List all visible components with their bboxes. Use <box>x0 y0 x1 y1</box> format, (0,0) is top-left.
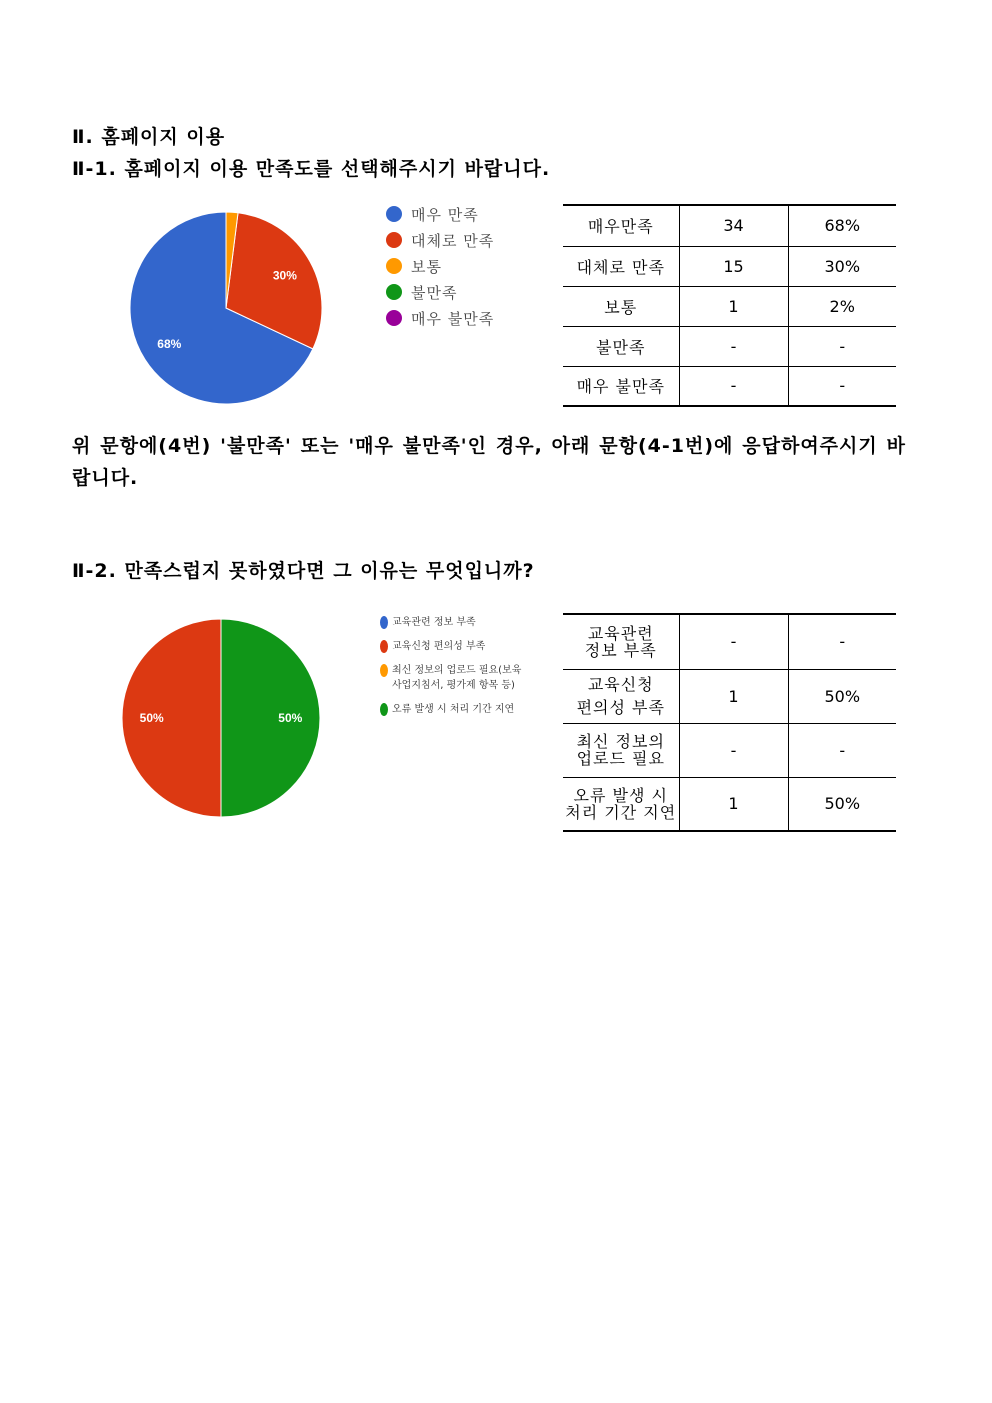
table-cell-label <box>563 777 679 831</box>
legend-label: 대체로 만족 <box>411 231 495 250</box>
legend-swatch <box>386 284 402 300</box>
pie-data-label: 68% <box>157 337 182 351</box>
label-line: 정보 부족 <box>584 640 657 660</box>
legend-label: 매우 만족 <box>411 205 479 224</box>
label-line: 편의성 부족 <box>576 698 665 717</box>
label-line: 교육관련 <box>587 623 654 643</box>
table-cell-label: 매우만족 <box>563 205 679 246</box>
legend-swatch <box>380 703 388 716</box>
table-cell-label <box>563 669 679 723</box>
table-cell-label: 매우 불만족 <box>563 366 679 406</box>
legend-swatch <box>386 310 402 326</box>
legend-item <box>386 253 494 279</box>
table-cell-percent: - <box>788 326 896 366</box>
table-row <box>563 205 896 246</box>
reason-legend <box>380 615 530 726</box>
table-row <box>563 246 896 286</box>
table-cell-percent: 2% <box>788 286 896 326</box>
table-cell-count: - <box>679 723 788 777</box>
satisfaction-legend <box>386 201 494 331</box>
pie-data-label: 30% <box>272 268 297 283</box>
legend-item <box>380 702 530 717</box>
satisfaction-table <box>563 204 896 407</box>
question-1-title: Ⅱ-1. 홈페이지 이용 만족도를 선택해주시기 바랍니다. <box>72 158 551 180</box>
table-row <box>563 614 896 669</box>
legend-label: 보통 <box>411 257 442 276</box>
legend-label: 불만족 <box>411 283 458 302</box>
table-row <box>563 723 896 777</box>
legend-item <box>386 305 494 331</box>
legend-label: 교육관련 정보 부족 <box>392 617 476 628</box>
label-line: 처리 기간 지연 <box>565 802 677 822</box>
table-cell-count: 1 <box>679 286 788 326</box>
table-cell-count: 34 <box>679 205 788 246</box>
legend-item <box>386 227 494 253</box>
legend-swatch <box>386 232 402 248</box>
pie-data-label: 50% <box>139 711 164 725</box>
legend-swatch <box>386 258 402 274</box>
table-cell-count: 1 <box>679 669 788 723</box>
reason-table <box>563 613 896 832</box>
legend-swatch <box>380 640 388 653</box>
table-row <box>563 366 896 406</box>
legend-swatch <box>380 664 388 677</box>
label-line: 업로드 필요 <box>576 749 665 768</box>
legend-item <box>380 663 530 693</box>
pie-slice <box>122 619 221 817</box>
table-cell-count: - <box>679 326 788 366</box>
table-cell-count: - <box>679 366 788 406</box>
pie-data-label: 50% <box>278 711 303 725</box>
table-cell-percent: - <box>788 614 896 669</box>
table-cell-percent: 50% <box>788 777 896 831</box>
label-line: 최신 정보의 <box>576 732 665 751</box>
table-cell-label: 불만족 <box>563 326 679 366</box>
satisfaction-pie-chart <box>126 208 326 408</box>
legend-label: 매우 불만족 <box>411 309 495 328</box>
table-cell-percent: 50% <box>788 669 896 723</box>
table-cell-count: - <box>679 614 788 669</box>
legend-label: 최신 정보의 업로드 필요(보육사업지침서, 평가제 항목 등) <box>392 665 522 691</box>
table-row <box>563 326 896 366</box>
section-title: Ⅱ. 홈페이지 이용 <box>72 126 226 148</box>
table-cell-label <box>563 614 679 669</box>
table-cell-count: 15 <box>679 246 788 286</box>
table-cell-label: 보통 <box>563 286 679 326</box>
legend-item <box>380 615 530 630</box>
legend-swatch <box>380 616 388 629</box>
table-cell-count: 1 <box>679 777 788 831</box>
legend-label: 오류 발생 시 처리 기간 지연 <box>392 704 515 715</box>
pie-slice <box>221 619 320 817</box>
label-line: 오류 발생 시 <box>573 785 668 805</box>
table-cell-percent: 30% <box>788 246 896 286</box>
instruction-note: 위 문항에(4번) '불만족' 또는 '매우 불만족'인 경우, 아래 문항(4-1번)에 응답하여주시기 바랍니다. <box>72 435 906 489</box>
legend-item <box>380 639 530 654</box>
table-cell-percent: - <box>788 366 896 406</box>
reason-pie-chart <box>119 616 323 820</box>
table-row <box>563 777 896 831</box>
table-cell-label <box>563 723 679 777</box>
legend-swatch <box>386 206 402 222</box>
label-line: 교육신청 <box>587 675 654 694</box>
question-2-title: Ⅱ-2. 만족스럽지 못하였다면 그 이유는 무엇입니까? <box>72 560 535 582</box>
table-row <box>563 286 896 326</box>
table-cell-label: 대체로 만족 <box>563 246 679 286</box>
table-cell-percent: - <box>788 723 896 777</box>
legend-item <box>386 201 494 227</box>
table-row <box>563 669 896 723</box>
legend-item <box>386 279 494 305</box>
legend-label: 교육신청 편의성 부족 <box>392 641 486 652</box>
table-cell-percent: 68% <box>788 205 896 246</box>
